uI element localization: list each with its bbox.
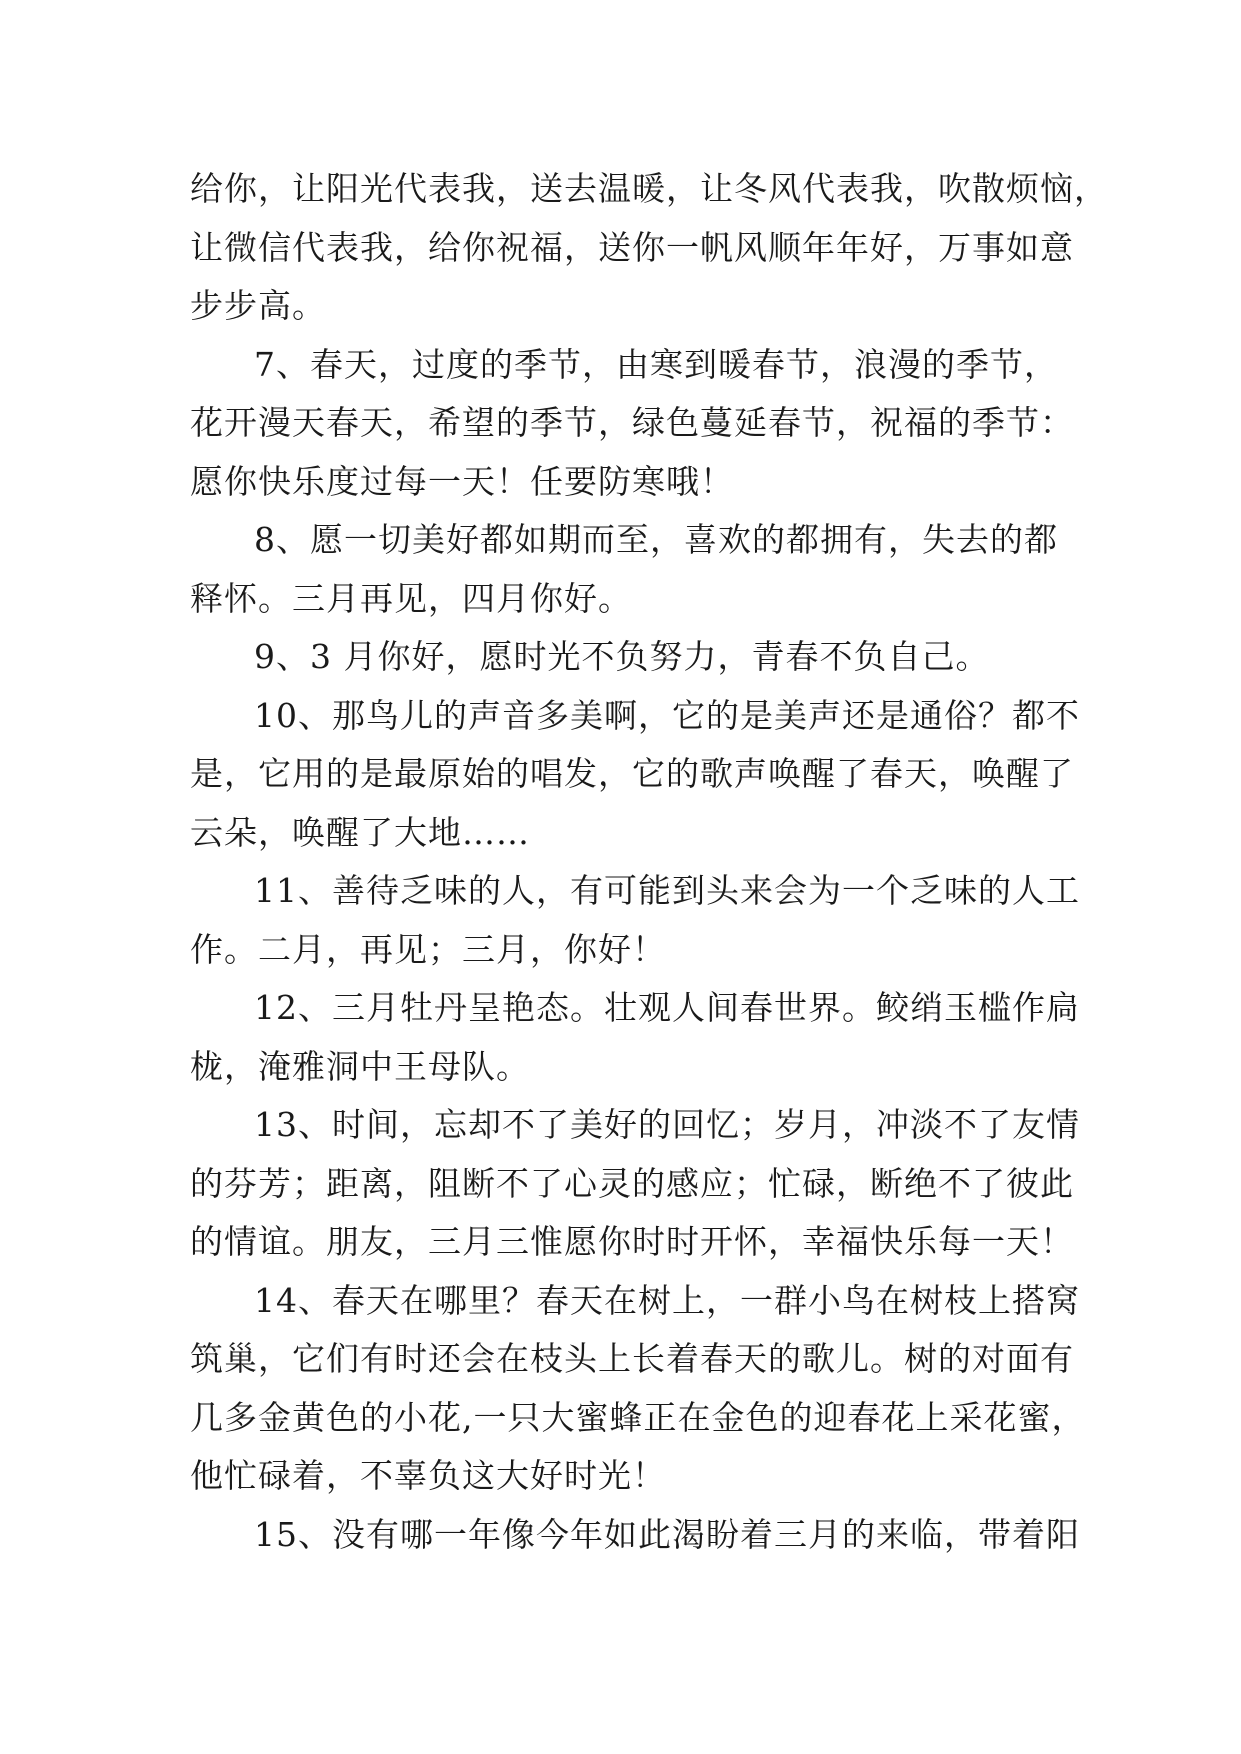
paragraph-10 xyxy=(190,687,1080,863)
paragraph-15 xyxy=(190,1506,1080,1565)
text-line: 的情谊。朋友，三月三惟愿你时时开怀，幸福快乐每一天！ xyxy=(190,1222,1074,1261)
text-line: 给你，让阳光代表我，送去温暖，让冬风代表我，吹散烦恼， xyxy=(190,169,1108,208)
text-line: 栊，淹雅洞中王母队。 xyxy=(190,1046,530,1086)
text-line: 几多金黄色的小花,一只大蜜蜂正在金色的迎春花上采花蜜， xyxy=(190,1397,1086,1437)
text-line: 步步高。 xyxy=(190,286,326,325)
text-line: 7、春天，过度的季节，由寒到暖春节，浪漫的季节， xyxy=(254,344,1058,384)
paragraph-9 xyxy=(190,628,1060,687)
document-body xyxy=(190,160,1108,1564)
text-line: 14、春天在哪里？春天在树上，一群小鸟在树枝上搭窝 xyxy=(254,1280,1080,1320)
text-line: 12、三月牡丹呈艳态。壮观人间春世界。鲛绡玉槛作扃 xyxy=(254,988,1080,1027)
text-line: 作。二月，再见；三月，你好！ xyxy=(190,929,666,969)
text-line: 他忙碌着，不辜负这大好时光！ xyxy=(190,1456,666,1495)
text-line: 11、善待乏味的人，有可能到头来会为一个乏味的人工 xyxy=(254,871,1080,910)
text-line: 云朵，唤醒了大地…… xyxy=(190,812,530,852)
text-line: 筑巢，它们有时还会在枝头上长着春天的歌儿。树的对面有 xyxy=(190,1339,1074,1378)
paragraph-6-continued xyxy=(190,160,1108,336)
paragraph-14 xyxy=(190,1272,1086,1506)
text-line: 8、愿一切美好都如期而至，喜欢的都拥有，失去的都 xyxy=(254,520,1058,559)
paragraph-13 xyxy=(190,1096,1080,1272)
paragraph-11 xyxy=(190,862,1080,979)
paragraph-8 xyxy=(190,511,1060,628)
text-line: 让微信代表我，给你祝福，送你一帆风顺年年好，万事如意 xyxy=(190,227,1074,267)
text-line: 释怀。三月再见，四月你好。 xyxy=(190,578,632,618)
text-line: 花开漫天春天，希望的季节，绿色蔓延春节，祝福的季节： xyxy=(190,403,1074,442)
text-line: 15、没有哪一年像今年如此渴盼着三月的来临，带着阳 xyxy=(254,1514,1080,1554)
text-line: 9、3 月你好，愿时光不负努力，青春不负自己。 xyxy=(254,637,990,676)
text-line: 的芬芳；距离，阻断不了心灵的感应；忙碌，断绝不了彼此 xyxy=(190,1163,1074,1203)
text-line: 愿你快乐度过每一天！任要防寒哦！ xyxy=(190,461,734,501)
text-line: 是，它用的是最原始的唱发，它的歌声唤醒了春天，唤醒了 xyxy=(190,754,1074,793)
text-line: 10、那鸟儿的声音多美啊，它的是美声还是通俗？都不 xyxy=(254,695,1080,735)
paragraph-7 xyxy=(190,336,1074,512)
text-line: 13、时间，忘却不了美好的回忆；岁月，冲淡不了友情 xyxy=(254,1105,1080,1144)
paragraph-12 xyxy=(190,979,1080,1096)
